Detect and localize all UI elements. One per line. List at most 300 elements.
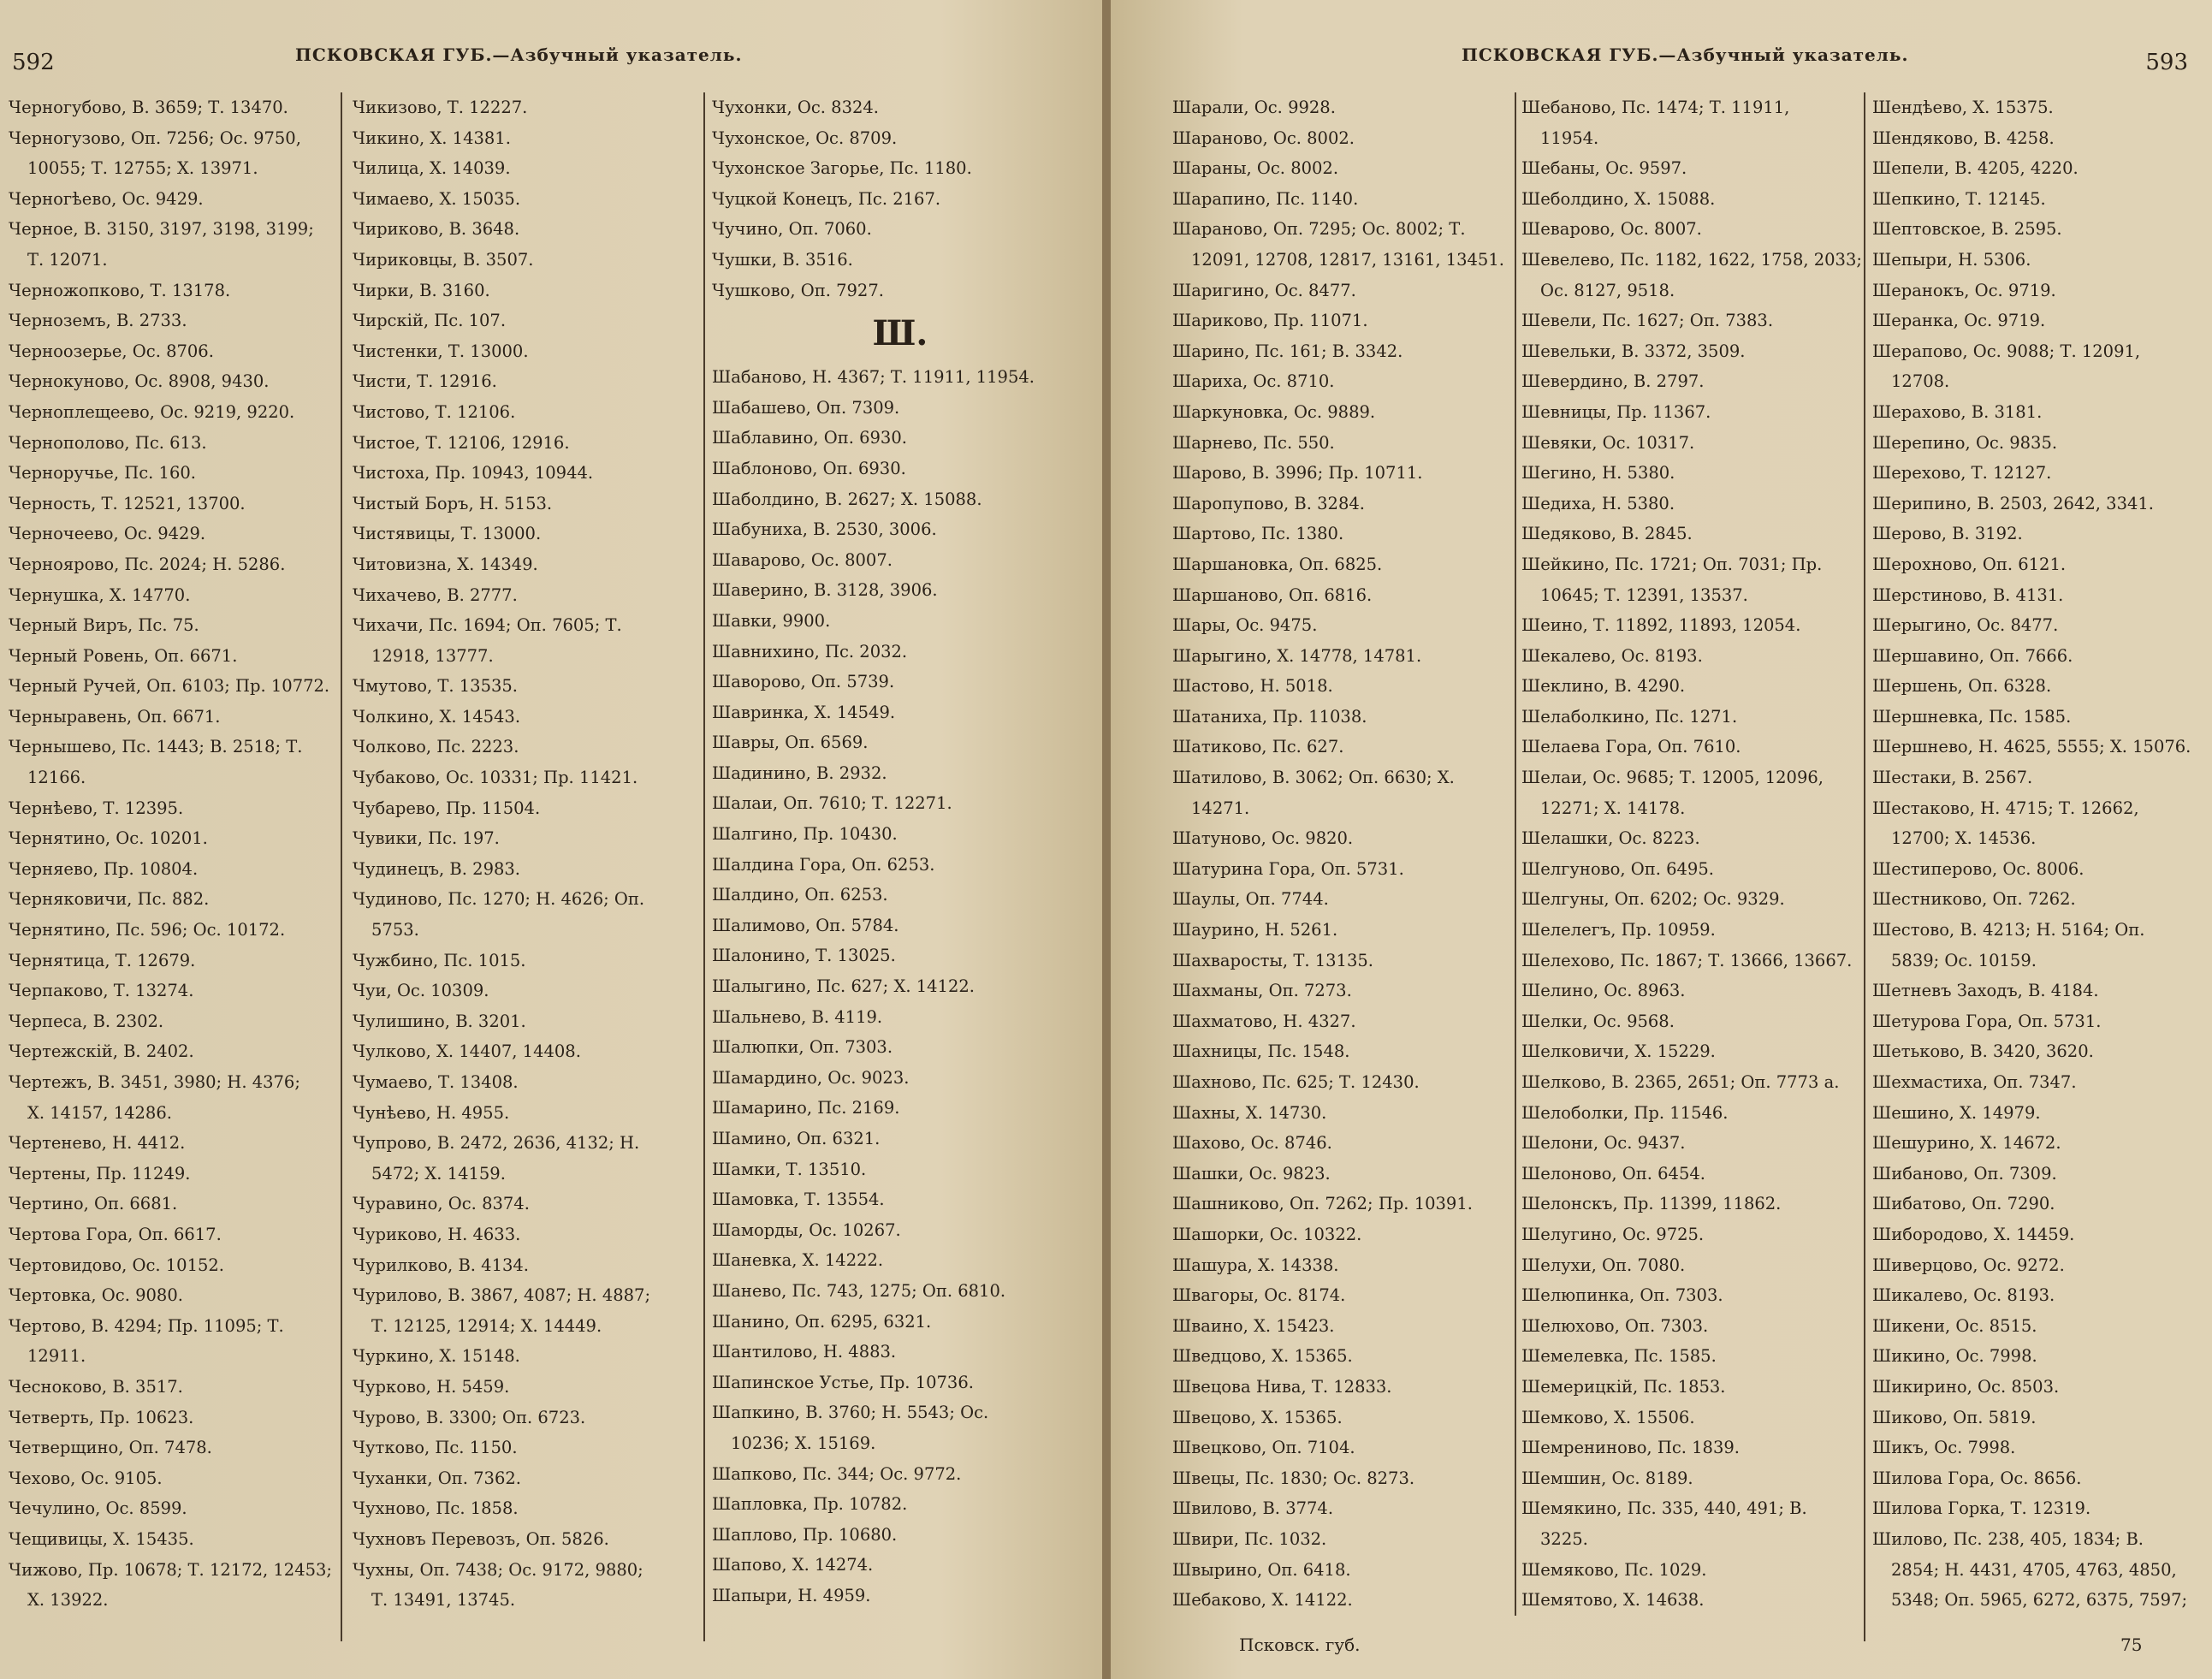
index-entry: Шекалево, Ос. 8193. — [1521, 645, 1703, 666]
index-entry: 5839; Ос. 10159. — [1891, 950, 2037, 970]
index-entry: Шилова Гора, Ос. 8656. — [1872, 1468, 2082, 1488]
index-entry: Чирскій, Пс. 107. — [353, 311, 507, 331]
index-entry: Шетьково, В. 3420, 3620. — [1872, 1041, 2094, 1062]
index-entry: Шелухи, Оп. 7080. — [1521, 1255, 1686, 1275]
index-entry: Шатилово, В. 3062; Оп. 6630; Х. — [1172, 768, 1455, 788]
index-entry: Шапково, Пс. 344; Ос. 9772. — [712, 1463, 962, 1484]
index-entry: Чувики, Пс. 197. — [353, 828, 500, 849]
index-entry: Чирки, В. 3160. — [353, 280, 490, 300]
index-entry: Шарыгино, Х. 14778, 14781. — [1172, 645, 1422, 666]
index-entry: Шевердино, В. 2797. — [1521, 371, 1705, 392]
index-entry: Чернополово, Пс. 613. — [9, 432, 207, 453]
index-entry: Шемково, Х. 15506. — [1521, 1407, 1695, 1427]
index-entry: Шикино, Ос. 7998. — [1872, 1346, 2037, 1367]
index-entry: Шелонскъ, Пр. 11399, 11862. — [1521, 1194, 1782, 1214]
index-entry: Шаворово, Оп. 5739. — [712, 672, 895, 692]
index-entry: Шальнево, В. 4119. — [712, 1006, 883, 1027]
index-entry: Чернокуново, Ос. 8908, 9430. — [9, 371, 270, 392]
index-entry: Шедяково, В. 2845. — [1521, 524, 1693, 544]
index-entry: Шевельки, В. 3372, 3509. — [1521, 341, 1746, 361]
index-entry: Шахново, Пс. 625; Т. 12430. — [1172, 1072, 1420, 1092]
index-entry: Шемятово, Х. 14638. — [1521, 1590, 1705, 1611]
index-entry: Шарино, Пс. 161; В. 3342. — [1172, 341, 1403, 361]
index-entry: Шерехово, Т. 12127. — [1872, 463, 2052, 484]
index-entry: Швецково, Оп. 7104. — [1172, 1438, 1355, 1458]
index-entry: Шелаи, Ос. 9685; Т. 12005, 12096, — [1521, 768, 1824, 788]
index-entry: Чириково, В. 3648. — [353, 219, 520, 240]
index-entry: Чертенево, Н. 4412. — [9, 1133, 186, 1154]
index-column-5 — [1521, 92, 1865, 1641]
index-entry: Черпаково, Т. 13274. — [9, 981, 194, 1001]
index-entry: Шаморды, Ос. 10267. — [712, 1219, 901, 1240]
index-entry: Шапкино, В. 3760; Н. 5543; Ос. — [712, 1403, 989, 1423]
index-entry: Черняковичи, Пс. 882. — [9, 889, 210, 910]
index-entry: Шикени, Ос. 8515. — [1872, 1315, 2037, 1336]
index-entry: Чуханки, Оп. 7362. — [353, 1468, 521, 1488]
running-head-left: ПСКОВСКАЯ ГУБ.—Азбучный указатель. — [295, 44, 743, 65]
signature-mark: 75 — [2120, 1635, 2143, 1655]
index-entry: Шершневка, Пс. 1585. — [1872, 706, 2072, 727]
index-entry: Шатурина Гора, Оп. 5731. — [1172, 858, 1404, 879]
index-entry: Шетурова Гора, Оп. 5731. — [1872, 1011, 2102, 1031]
index-entry: Шамки, Т. 13510. — [712, 1159, 867, 1179]
index-column-1 — [9, 92, 342, 1641]
index-entry: Чириковцы, В. 3507. — [353, 249, 534, 270]
index-entry: Чолково, Пс. 2223. — [353, 737, 519, 757]
index-entry: Чухново, Пс. 1858. — [353, 1498, 519, 1519]
index-entry: Шалимово, Оп. 5784. — [712, 915, 899, 935]
index-entry: Шерахово, В. 3181. — [1872, 401, 2043, 422]
index-entry: Чернятино, Пс. 596; Ос. 10172. — [9, 920, 286, 940]
index-column-4 — [1172, 92, 1516, 1616]
index-entry: Чистоха, Пр. 10943, 10944. — [353, 463, 594, 484]
index-entry: Чухновъ Перевозъ, Оп. 5826. — [353, 1528, 609, 1549]
index-entry: Шаулы, Оп. 7744. — [1172, 889, 1329, 910]
index-entry: Швагоры, Ос. 8174. — [1172, 1285, 1346, 1306]
index-entry: Черпеса, В. 2302. — [9, 1011, 164, 1031]
index-entry: Шемрениново, Пс. 1839. — [1521, 1438, 1740, 1458]
index-entry: Чуравино, Ос. 8374. — [353, 1194, 530, 1214]
index-entry: Чернышево, Пс. 1443; В. 2518; Т. — [9, 737, 303, 757]
index-entry: Чумаево, Т. 13408. — [353, 1072, 519, 1092]
index-entry: 12911. — [27, 1346, 86, 1367]
index-entry: Чертены, Пр. 11249. — [9, 1163, 191, 1184]
index-entry: Шеранка, Ос. 9719. — [1872, 311, 2046, 331]
index-entry: Шешурино, Х. 14672. — [1872, 1133, 2061, 1154]
index-entry: Чертежъ, В. 3451, 3980; Н. 4376; — [9, 1072, 300, 1092]
page-number-right: 593 — [2145, 50, 2188, 75]
running-head-right: ПСКОВСКАЯ ГУБ.—Азбучный указатель. — [1462, 44, 1909, 65]
index-column-3-top — [712, 92, 1088, 306]
index-entry: Шикалево, Ос. 8193. — [1872, 1285, 2055, 1306]
index-entry: Черногузово, Оп. 7256; Ос. 9750, — [9, 128, 301, 148]
index-entry: Х. 13922. — [27, 1590, 109, 1611]
index-entry: Шестиперово, Ос. 8006. — [1872, 858, 2084, 879]
index-entry: Шерипино, В. 2503, 2642, 3341. — [1872, 493, 2154, 513]
index-entry: Шатуново, Ос. 9820. — [1172, 828, 1354, 849]
index-entry: 12091, 12708, 12817, 13161, 13451. — [1191, 249, 1504, 270]
index-entry: Шарнево, Пс. 550. — [1172, 432, 1335, 453]
index-entry: Шалонино, Т. 13025. — [712, 946, 896, 966]
index-entry: 11954. — [1540, 128, 1599, 148]
index-entry: Шанево, Пс. 743, 1275; Оп. 6810. — [712, 1280, 1006, 1301]
index-entry: Шелковичи, Х. 15229. — [1521, 1041, 1716, 1062]
index-entry: Шабашево, Оп. 7309. — [712, 397, 900, 418]
index-entry: Шемшин, Ос. 8189. — [1521, 1468, 1693, 1488]
index-entry: Ос. 8127, 9518. — [1540, 280, 1675, 300]
index-entry: Черночеево, Ос. 9429. — [9, 524, 206, 544]
index-entry: Чурилково, В. 4134. — [353, 1255, 530, 1275]
index-entry: 2854; Н. 4431, 4705, 4763, 4850, — [1891, 1559, 2177, 1580]
index-entry: Чудинецъ, В. 2983. — [353, 858, 520, 879]
index-entry: Шелюпинка, Оп. 7303. — [1521, 1285, 1723, 1306]
index-entry: Шалгино, Пр. 10430. — [712, 824, 898, 845]
index-entry: Чистый Боръ, Н. 5153. — [353, 493, 553, 513]
page-footer: Псковск. губ. — [1239, 1635, 1361, 1655]
index-entry: Шалыгино, Пс. 627; Х. 14122. — [712, 976, 975, 997]
index-entry: Чухонки, Ос. 8324. — [712, 98, 879, 117]
index-entry: Чещивицы, Х. 15435. — [9, 1528, 194, 1549]
index-column-6 — [1872, 92, 2197, 1624]
index-entry: Чутково, Пс. 1150. — [353, 1438, 518, 1458]
index-entry: Черняево, Пр. 10804. — [9, 858, 199, 879]
index-entry: Шавки, 9900. — [712, 610, 831, 631]
index-entry: Шабаново, Н. 4367; Т. 11911, 11954. — [712, 367, 1035, 388]
index-entry: Черногубово, В. 3659; Т. 13470. — [9, 98, 288, 117]
index-entry: Швилово, В. 3774. — [1172, 1498, 1334, 1519]
index-entry: Шиверцово, Ос. 9272. — [1872, 1255, 2065, 1275]
index-entry: Шилово, Пс. 238, 405, 1834; В. — [1872, 1528, 2144, 1549]
index-entry: Шикъ, Ос. 7998. — [1872, 1438, 2016, 1458]
index-entry: Шелки, Ос. 9568. — [1521, 1011, 1675, 1031]
index-column-3 — [712, 92, 1088, 1641]
index-entry: Шамардино, Ос. 9023. — [712, 1067, 910, 1088]
index-entry: Шелашки, Ос. 8223. — [1521, 828, 1700, 849]
index-entry: Шестово, В. 4213; Н. 5164; Оп. — [1872, 920, 2145, 940]
index-entry: Шикирино, Ос. 8503. — [1872, 1376, 2060, 1397]
index-entry: Т. 12071. — [27, 249, 108, 270]
index-entry: 5472; Х. 14159. — [371, 1163, 506, 1184]
index-entry: Шерстиново, В. 4131. — [1872, 584, 2064, 605]
index-entry: Черноземъ, В. 2733. — [9, 311, 187, 331]
index-entry: Шегино, Н. 5380. — [1521, 463, 1675, 484]
index-entry: Шаршаново, Оп. 6816. — [1172, 584, 1373, 605]
index-entry: Шендѣево, Х. 15375. — [1872, 98, 2054, 117]
index-entry: Шибородово, Х. 14459. — [1872, 1224, 2075, 1244]
index-entry: Чесноково, В. 3517. — [9, 1376, 183, 1397]
index-entry: Шарово, В. 3996; Пр. 10711. — [1172, 463, 1423, 484]
index-entry: Четверть, Пр. 10623. — [9, 1407, 194, 1427]
index-entry: Шапово, Х. 14274. — [712, 1555, 874, 1575]
index-entry: Шепели, В. 4205, 4220. — [1872, 158, 2079, 179]
index-entry: Чмутово, Т. 13535. — [353, 676, 518, 697]
index-entry: Шепкино, Т. 12145. — [1872, 188, 2046, 209]
index-entry: Шеранокъ, Ос. 9719. — [1872, 280, 2056, 300]
index-entry: Шебаны, Ос. 9597. — [1521, 158, 1687, 179]
index-entry: Швецово, Х. 15365. — [1172, 1407, 1343, 1427]
index-entry: 12708. — [1891, 371, 1950, 392]
index-entry: Чечулино, Ос. 8599. — [9, 1498, 187, 1519]
index-entry: Чисти, Т. 12916. — [353, 371, 497, 392]
index-entry: Чистявицы, Т. 13000. — [353, 524, 542, 544]
index-entry: Шаблоново, Оп. 6930. — [712, 458, 906, 478]
index-entry: Шаблавино, Оп. 6930. — [712, 428, 907, 448]
index-entry: Чистово, Т. 12106. — [353, 401, 516, 422]
index-entry: Чижово, Пр. 10678; Т. 12172, 12453; — [9, 1559, 332, 1580]
index-entry: Чудиново, Пс. 1270; Н. 4626; Оп. — [353, 889, 645, 910]
index-entry: Шейкино, Пс. 1721; Оп. 7031; Пр. — [1521, 554, 1823, 574]
index-entry: Черный Ровень, Оп. 6671. — [9, 645, 238, 666]
index-column-2 — [353, 92, 705, 1641]
index-entry: Чертово, В. 4294; Пр. 11095; Т. — [9, 1315, 284, 1336]
index-entry: Шаварово, Ос. 8007. — [712, 549, 893, 570]
index-entry: Чилица, Х. 14039. — [353, 158, 511, 179]
index-entry: Шабуниха, В. 2530, 3006. — [712, 519, 937, 540]
index-entry: Шамино, Оп. 6321. — [712, 1129, 881, 1148]
index-entry: Чернятица, Т. 12679. — [9, 950, 196, 970]
index-entry: Шаневка, Х. 14222. — [712, 1250, 884, 1271]
index-entry: Шаурино, Н. 5261. — [1172, 920, 1338, 940]
index-entry: Шашниково, Оп. 7262; Пр. 10391. — [1172, 1194, 1473, 1214]
index-entry: Шашура, Х. 14338. — [1172, 1255, 1339, 1275]
index-entry: Черноплещеево, Ос. 9219, 9220. — [9, 401, 295, 422]
index-entry: 12918, 13777. — [371, 645, 494, 666]
index-entry: Шелково, В. 2365, 2651; Оп. 7773 а. — [1521, 1072, 1840, 1092]
index-entry: Шерово, В. 3192. — [1872, 524, 2023, 544]
index-entry: Шашорки, Ос. 10322. — [1172, 1224, 1362, 1244]
index-entry: Шелелегъ, Пр. 10959. — [1521, 920, 1716, 940]
index-entry: Шаболдино, В. 2627; Х. 15088. — [712, 489, 982, 509]
index-entry: Шешино, Х. 14979. — [1872, 1102, 2041, 1123]
index-entry: Чикизово, Т. 12227. — [353, 98, 528, 117]
index-entry: Т. 12125, 12914; Х. 14449. — [371, 1315, 602, 1336]
index-entry: Шендяково, В. 4258. — [1872, 128, 2055, 148]
index-entry: Шапловка, Пр. 10782. — [712, 1494, 908, 1515]
index-entry: 12700; Х. 14536. — [1891, 828, 2037, 849]
index-entry: Шартово, Пс. 1380. — [1172, 524, 1344, 544]
index-entry: Чупрово, В. 2472, 2636, 4132; Н. — [353, 1133, 640, 1154]
index-entry: Шеклино, В. 4290. — [1521, 676, 1686, 697]
index-entry: Черноозерье, Ос. 8706. — [9, 341, 214, 361]
index-entry: Шершень, Оп. 6328. — [1872, 676, 2052, 697]
index-entry: Шетневъ Заходъ, В. 4184. — [1872, 981, 2099, 1001]
index-entry: Шаверино, В. 3128, 3906. — [712, 580, 938, 601]
index-entry: Чухонское Загорье, Пс. 1180. — [712, 158, 972, 179]
index-entry: 14271. — [1191, 798, 1250, 818]
index-entry: 5348; Оп. 5965, 6272, 6375, 7597; — [1891, 1590, 2188, 1611]
index-entry: Шерохново, Оп. 6121. — [1872, 554, 2067, 574]
index-entry: Шаплово, Пр. 10680. — [712, 1524, 898, 1545]
index-entry: Чубарево, Пр. 11504. — [353, 798, 541, 818]
index-entry: Шведцово, Х. 15365. — [1172, 1346, 1353, 1367]
index-entry: Чулково, Х. 14407, 14408. — [353, 1041, 581, 1062]
index-entry: Шептовское, В. 2595. — [1872, 219, 2062, 240]
index-entry: Шелугино, Ос. 9725. — [1521, 1224, 1705, 1244]
index-entry: Шепыри, Н. 5306. — [1872, 249, 2031, 270]
index-entry: Шеболдино, Х. 15088. — [1521, 188, 1716, 209]
index-entry: Шавринка, Х. 14549. — [712, 702, 896, 722]
index-entry: Шамовка, Т. 13554. — [712, 1190, 885, 1210]
index-entry: Шавры, Оп. 6569. — [712, 733, 869, 753]
index-entry: Чухонское, Ос. 8709. — [712, 128, 898, 148]
index-entry: Х. 14157, 14286. — [27, 1102, 172, 1123]
index-entry: Чучино, Оп. 7060. — [712, 219, 872, 240]
index-entry: Шарали, Ос. 9928. — [1172, 98, 1336, 117]
index-entry: Шелгуново, Оп. 6495. — [1521, 858, 1714, 879]
index-entry: Шебаково, Х. 14122. — [1172, 1590, 1353, 1611]
index-entry: Шахматово, Н. 4327. — [1172, 1011, 1356, 1031]
index-entry: Шестаки, В. 2567. — [1872, 768, 2033, 788]
index-entry: Шемяково, Пс. 1029. — [1521, 1559, 1707, 1580]
index-entry: Чистенки, Т. 13000. — [353, 341, 529, 361]
index-entry: Шелоново, Оп. 6454. — [1521, 1163, 1705, 1184]
index-entry: Чертовка, Ос. 9080. — [9, 1285, 183, 1306]
index-entry: Шараны, Ос. 8002. — [1172, 158, 1339, 179]
index-entry: Черное, В. 3150, 3197, 3198, 3199; — [9, 219, 314, 240]
index-entry: Шалдина Гора, Оп. 6253. — [712, 854, 935, 875]
index-entry: Шастово, Н. 5018. — [1172, 676, 1333, 697]
index-entry: Т. 13491, 13745. — [371, 1590, 516, 1611]
index-entry: Чурково, Н. 5459. — [353, 1376, 510, 1397]
index-entry: Чуи, Ос. 10309. — [353, 981, 489, 1001]
index-entry: Шелоболки, Пр. 11546. — [1521, 1102, 1729, 1123]
index-entry: Шемерицкій, Пс. 1853. — [1521, 1376, 1726, 1397]
index-entry: Шеино, Т. 11892, 11893, 12054. — [1521, 615, 1801, 636]
index-entry: Шершавино, Оп. 7666. — [1872, 645, 2073, 666]
index-entry: Шелюхово, Оп. 7303. — [1521, 1315, 1709, 1336]
index-entry: Шаркуновка, Ос. 9889. — [1172, 401, 1376, 422]
index-entry: Шариха, Ос. 8710. — [1172, 371, 1335, 392]
index-entry: 3225. — [1540, 1528, 1588, 1549]
index-entry: Шелехово, Пс. 1867; Т. 13666, 13667. — [1521, 950, 1853, 970]
index-entry: Шершнево, Н. 4625, 5555; Х. 15076. — [1872, 737, 2191, 757]
index-entry: Шалаи, Оп. 7610; Т. 12271. — [712, 793, 952, 814]
index-entry: Четверщино, Оп. 7478. — [9, 1438, 212, 1458]
index-entry: Шатиково, Пс. 627. — [1172, 737, 1344, 757]
index-entry: Шедиха, Н. 5380. — [1521, 493, 1675, 513]
index-entry: Шемелевка, Пс. 1585. — [1521, 1346, 1717, 1367]
index-entry: Чертовидово, Ос. 10152. — [9, 1255, 224, 1275]
index-entry: Чертова Гора, Оп. 6617. — [9, 1224, 222, 1244]
index-entry: Чуркино, Х. 15148. — [353, 1346, 520, 1367]
index-entry: 10236; Х. 15169. — [731, 1433, 876, 1453]
index-entry: Чушково, Оп. 7927. — [712, 280, 884, 300]
index-entry: Черноярово, Пс. 2024; Н. 5286. — [9, 554, 286, 574]
index-entry: Шевяки, Ос. 10317. — [1521, 432, 1695, 453]
index-entry: 10645; Т. 12391, 13537. — [1540, 584, 1748, 605]
index-entry: Шваино, Х. 15423. — [1172, 1315, 1335, 1336]
index-entry: Шелино, Ос. 8963. — [1521, 981, 1686, 1001]
index-entry: Чехово, Ос. 9105. — [9, 1468, 163, 1488]
index-entry: Шевелево, Пс. 1182, 1622, 1758, 2033; — [1521, 249, 1862, 270]
index-entry: Черногѣево, Ос. 9429. — [9, 188, 204, 209]
index-entry: Шестниково, Оп. 7262. — [1872, 889, 2076, 910]
index-entry: Шелони, Ос. 9437. — [1521, 1133, 1686, 1154]
index-entry: Чуцкой Конецъ, Пс. 2167. — [712, 188, 941, 209]
page-number-left: 592 — [12, 50, 55, 75]
index-entry: Черность, Т. 12521, 13700. — [9, 493, 246, 513]
index-entry: Швецы, Пс. 1830; Ос. 8273. — [1172, 1468, 1415, 1488]
index-entry: Шилова Горка, Т. 12319. — [1872, 1498, 2091, 1519]
index-entry: Шахово, Ос. 8746. — [1172, 1133, 1332, 1154]
index-entry: Шантилово, Н. 4883. — [712, 1342, 897, 1362]
index-entry: Шестаково, Н. 4715; Т. 12662, — [1872, 798, 2139, 818]
index-entry: Шаршановка, Оп. 6825. — [1172, 554, 1383, 574]
index-column-3-bottom — [712, 362, 1088, 1611]
index-entry: Чурилово, В. 3867, 4087; Н. 4887; — [353, 1285, 651, 1306]
index-entry: 12166. — [27, 768, 86, 788]
index-entry: Чикино, Х. 14381. — [353, 128, 511, 148]
index-entry: Чушки, В. 3516. — [712, 249, 853, 270]
index-entry: Шадинино, В. 2932. — [712, 762, 887, 783]
index-entry: Черныравень, Оп. 6671. — [9, 706, 221, 727]
index-entry: Черный Виръ, Пс. 75. — [9, 615, 199, 636]
index-entry: Чертино, Оп. 6681. — [9, 1194, 178, 1214]
index-entry: Шибатово, Оп. 7290. — [1872, 1194, 2055, 1214]
index-entry: Шелаболкино, Пс. 1271. — [1521, 706, 1738, 727]
index-entry: Шалдино, Оп. 6253. — [712, 885, 888, 905]
index-entry: Шиково, Оп. 5819. — [1872, 1407, 2037, 1427]
index-entry: Шаропупово, В. 3284. — [1172, 493, 1365, 513]
index-entry: Чихачи, Пс. 1694; Оп. 7605; Т. — [353, 615, 622, 636]
index-entry: Шибаново, Оп. 7309. — [1872, 1163, 2057, 1184]
index-entry: Шевницы, Пр. 11367. — [1521, 401, 1711, 422]
index-entry: Шараново, Ос. 8002. — [1172, 128, 1355, 148]
index-entry: Чубаково, Ос. 10331; Пр. 11421. — [353, 768, 638, 788]
index-entry: Шахманы, Оп. 7273. — [1172, 981, 1352, 1001]
index-entry: Чурово, В. 3300; Оп. 6723. — [353, 1407, 586, 1427]
index-entry: Шаригино, Ос. 8477. — [1172, 280, 1356, 300]
index-entry: Черноручье, Пс. 160. — [9, 463, 196, 484]
index-entry: 10055; Т. 12755; Х. 13971. — [27, 158, 258, 179]
index-entry: Шашки, Ос. 9823. — [1172, 1163, 1331, 1184]
index-entry: Черный Ручей, Оп. 6103; Пр. 10772. — [9, 676, 330, 697]
index-entry: Чимаево, Х. 15035. — [353, 188, 521, 209]
index-entry: Шахницы, Пс. 1548. — [1172, 1041, 1350, 1062]
index-entry: Шанино, Оп. 6295, 6321. — [712, 1311, 932, 1332]
index-entry: Шамарино, Пс. 2169. — [712, 1098, 900, 1118]
index-entry: Шапыри, Н. 4959. — [712, 1585, 871, 1605]
right-page — [1111, 0, 2212, 1679]
index-entry: Шариково, Пр. 11071. — [1172, 311, 1368, 331]
index-entry: Чернѣево, Т. 12395. — [9, 798, 184, 818]
index-entry: Шерепино, Ос. 9835. — [1872, 432, 2058, 453]
index-entry: Шахны, Х. 14730. — [1172, 1102, 1327, 1123]
index-entry: Швири, Пс. 1032. — [1172, 1528, 1327, 1549]
index-entry: Шерыгино, Ос. 8477. — [1872, 615, 2059, 636]
index-entry: Чернушка, Х. 14770. — [9, 584, 191, 605]
index-entry: Шелгуны, Оп. 6202; Ос. 9329. — [1521, 889, 1785, 910]
index-entry: Чуриково, Н. 4633. — [353, 1224, 521, 1244]
index-entry: Чернятино, Ос. 10201. — [9, 828, 208, 849]
index-entry: Шапинское Устье, Пр. 10736. — [712, 1372, 974, 1392]
index-entry: Чужбино, Пс. 1015. — [353, 950, 526, 970]
index-entry: Шараново, Оп. 7295; Ос. 8002; Т. — [1172, 219, 1466, 240]
index-entry: Шехмастиха, Оп. 7347. — [1872, 1072, 2077, 1092]
index-entry: Чихачево, В. 2777. — [353, 584, 518, 605]
index-entry: Шеварово, Ос. 8007. — [1521, 219, 1702, 240]
index-entry: Шемякино, Пс. 335, 440, 491; В. — [1521, 1498, 1807, 1519]
index-entry: 12271; Х. 14178. — [1540, 798, 1686, 818]
index-entry: Чулишино, В. 3201. — [353, 1011, 526, 1031]
index-entry: Шатаниха, Пр. 11038. — [1172, 706, 1367, 727]
index-entry: Чухны, Оп. 7438; Ос. 9172, 9880; — [353, 1559, 643, 1580]
index-entry: Шарапино, Пс. 1140. — [1172, 188, 1359, 209]
index-entry: Шелаева Гора, Оп. 7610. — [1521, 737, 1741, 757]
index-entry: Швырино, Оп. 6418. — [1172, 1559, 1351, 1580]
section-letter: Ш. — [872, 313, 928, 354]
index-entry: Чистое, Т. 12106, 12916. — [353, 432, 570, 453]
